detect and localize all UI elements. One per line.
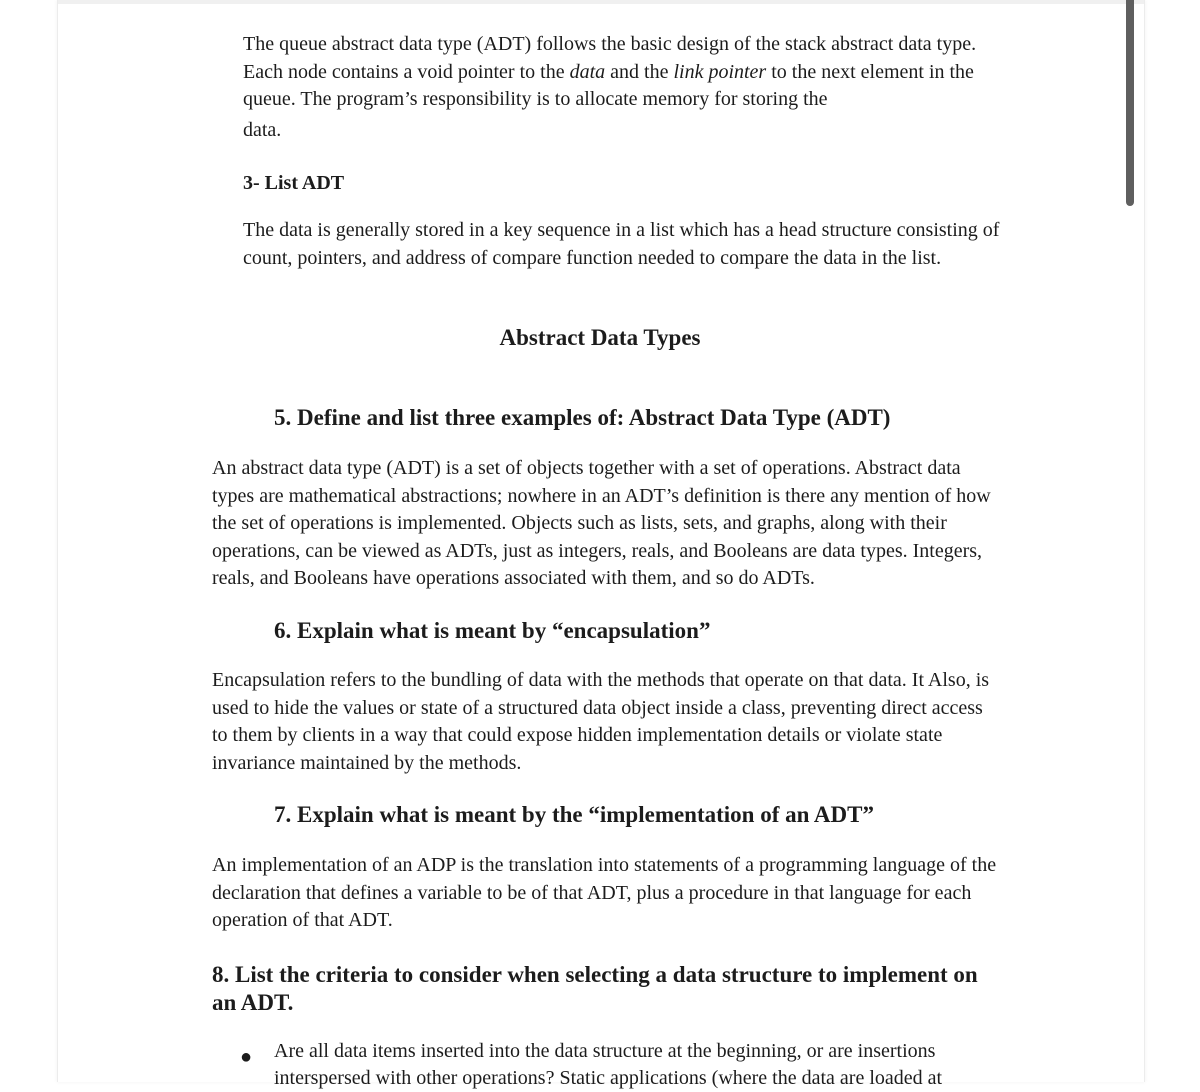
q7-heading: 7. Explain what is meant by the “implementation of an ADT”: [274, 802, 874, 827]
bullet-dot-icon: ●: [240, 1046, 253, 1068]
q8-bullet-1: Are all data items inserted into the data structure at the beginning, or are insertions interspersed with other operations? Static applications (where the data are loaded at: [274, 1040, 943, 1089]
page-top-edge: [58, 0, 1144, 4]
section-title: Abstract Data Types: [499, 325, 701, 350]
q6-heading: 6. Explain what is meant by “encapsulation”: [274, 618, 711, 643]
queue-adt-paragraph-last-line: data.: [243, 119, 282, 141]
q8-heading: 8. List the criteria to consider when selecting a data structure to implement on an ADT.: [212, 962, 978, 1015]
q5-heading: 5. Define and list three examples of: Abstract Data Type (ADT): [274, 405, 891, 430]
list-adt-paragraph: The data is generally stored in a key sequence in a list which has a head structure consisting of count, pointers, and address of compare function needed to compare the data in the list.: [243, 219, 1000, 269]
q7-answer: An implementation of an ADP is the translation into statements of a programming language of the declaration that defines a variable to be of that ADT, plus a procedure in that language for each operation of that ADT.: [212, 854, 997, 931]
queue-adt-paragraph: The queue abstract data type (ADT) follows the basic design of the stack abstract data type. Each node contains a void pointer to the data and the link pointer to the next element in the queue. The program’s responsibility is to allocate memory for storing the: [243, 33, 977, 110]
q5-answer: An abstract data type (ADT) is a set of objects together with a set of operations. Abstract data types are mathematical abstractions; nowhere in an ADT’s definition is there any mention of how the set of operations is implemented. Objects such as lists, sets, and graphs, along with their operations, can be viewed as ADTs, just as integers, reals, and Booleans are data types. Integers, reals, and Booleans have operations associated with them, and so do ADTs.: [212, 457, 991, 589]
scrollbar-thumb[interactable]: [1126, 0, 1134, 206]
q6-answer: Encapsulation refers to the bundling of data with the methods that operate on that data. It Also, is used to hide the values or state of a structured data object inside a class, preventing direct access to them by clients in a way that could expose hidden implementation details or violate state invariance maintained by the methods.: [212, 669, 990, 774]
list-adt-heading: 3- List ADT: [243, 172, 345, 194]
